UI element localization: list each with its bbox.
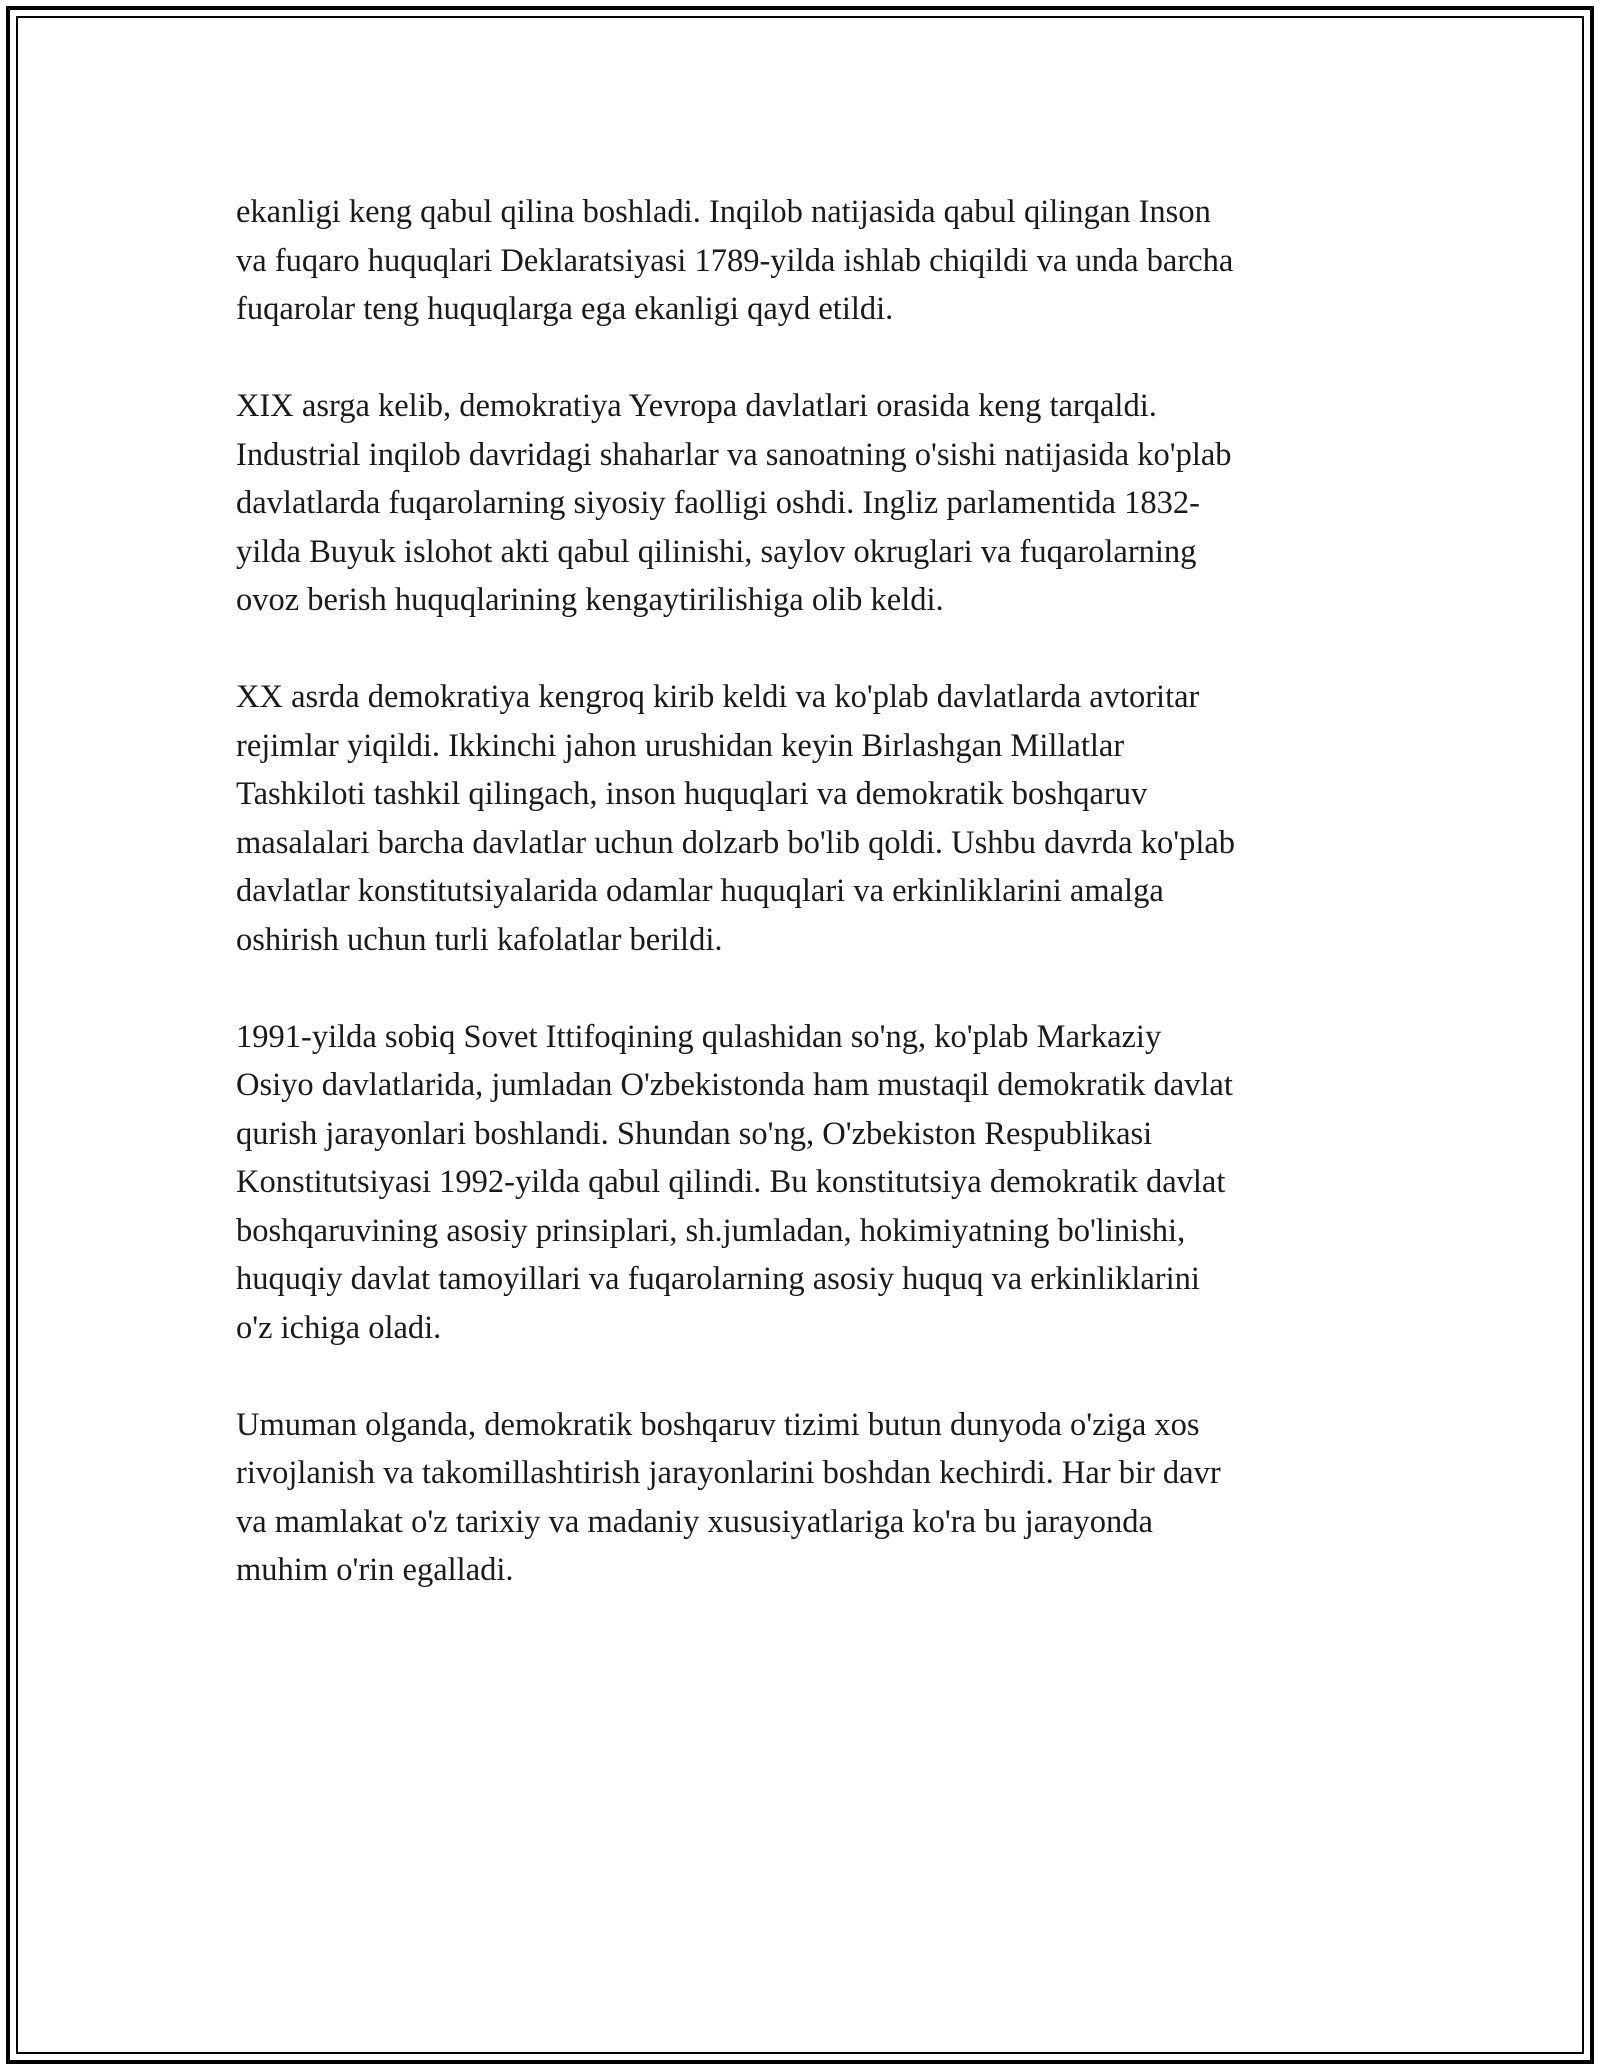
text-line: yilda Buyuk islohot akti qabul qilinishi, saylov okruglari va fuqarolarning (236, 533, 1197, 570)
text-line: va fuqaro huquqlari Deklaratsiyasi 1789-yilda ishlab chiqildi va unda barcha (236, 242, 1234, 279)
text-line: ovoz berish huquqlarining kengaytirilishiga olib keldi. (236, 582, 944, 618)
text-line: oshirish uchun turli kafolatlar berildi. (236, 921, 723, 958)
text-line: masalalari barcha davlatlar uchun dolzarb bo'lib qoldi. Ushbu davrda ko'plab (236, 824, 1236, 861)
text-line: rejimlar yiqildi. Ikkinchi jahon urushidan keyin Birlashgan Millatlar (236, 727, 1125, 764)
text-line: qurish jarayonlari boshlandi. Shundan so'ng, O'zbekiston Respublikasi (236, 1115, 1153, 1152)
text-line: XIX asrga kelib, demokratiya Yevropa davlatlari orasida keng tarqaldi. (236, 388, 1157, 424)
text-line: boshqaruvining asosiy prinsiplari, sh.jumladan, hokimiyatning bo'linishi, (236, 1212, 1186, 1249)
text-line: ekanligi keng qabul qilina boshladi. Inqilob natijasida qabul qilingan Inson (236, 194, 1211, 230)
text-line: Tashkiloti tashkil qilingach, inson huquqlari va demokratik boshqaruv (236, 776, 1148, 812)
text-line: Umuman olganda, demokratik boshqaruv tizimi butun dunyoda o'ziga xos (236, 1406, 1200, 1443)
text-line: Osiyo davlatlarida, jumladan O'zbekistonda ham mustaqil demokratik davlat (236, 1067, 1233, 1103)
text-line: 1991-yilda sobiq Sovet Ittifoqining qulashidan so'ng, ko'plab Markaziy (236, 1018, 1162, 1055)
paragraph (236, 1013, 1366, 1353)
text-line: XX asrda demokratiya kengroq kirib keldi va ko'plab davlatlarda avtoritar (236, 679, 1200, 715)
text-line: Industrial inqilob davridagi shaharlar va sanoatning o'sishi natijasida ko'plab (236, 436, 1232, 473)
text-line: Konstitutsiyasi 1992-yilda qabul qilindi. Bu konstitutsiya demokratik davlat (236, 1164, 1226, 1200)
text-line: huquqiy davlat tamoyillari va fuqarolarning asosiy huquq va erkinliklarini (236, 1261, 1200, 1297)
text-line: fuqarolar teng huquqlarga ega ekanligi qayd etildi. (236, 291, 894, 327)
text-line: davlatlarda fuqarolarning siyosiy faolligi oshdi. Ingliz parlamentida 1832- (236, 485, 1200, 521)
paragraph (236, 188, 1366, 334)
text-line: o'z ichiga oladi. (236, 1309, 442, 1346)
text-line: muhim o'rin egalladi. (236, 1552, 514, 1588)
paragraph (236, 382, 1366, 625)
document-body (236, 188, 1366, 1643)
text-line: rivojlanish va takomillashtirish jarayonlarini boshdan kechirdi. Har bir davr (236, 1455, 1221, 1491)
paragraph (236, 673, 1366, 964)
text-line: va mamlakat o'z tarixiy va madaniy xususiyatlariga ko'ra bu jarayonda (236, 1503, 1153, 1540)
text-line: davlatlar konstitutsiyalarida odamlar huquqlari va erkinliklarini amalga (236, 873, 1164, 909)
paragraph (236, 1401, 1366, 1595)
